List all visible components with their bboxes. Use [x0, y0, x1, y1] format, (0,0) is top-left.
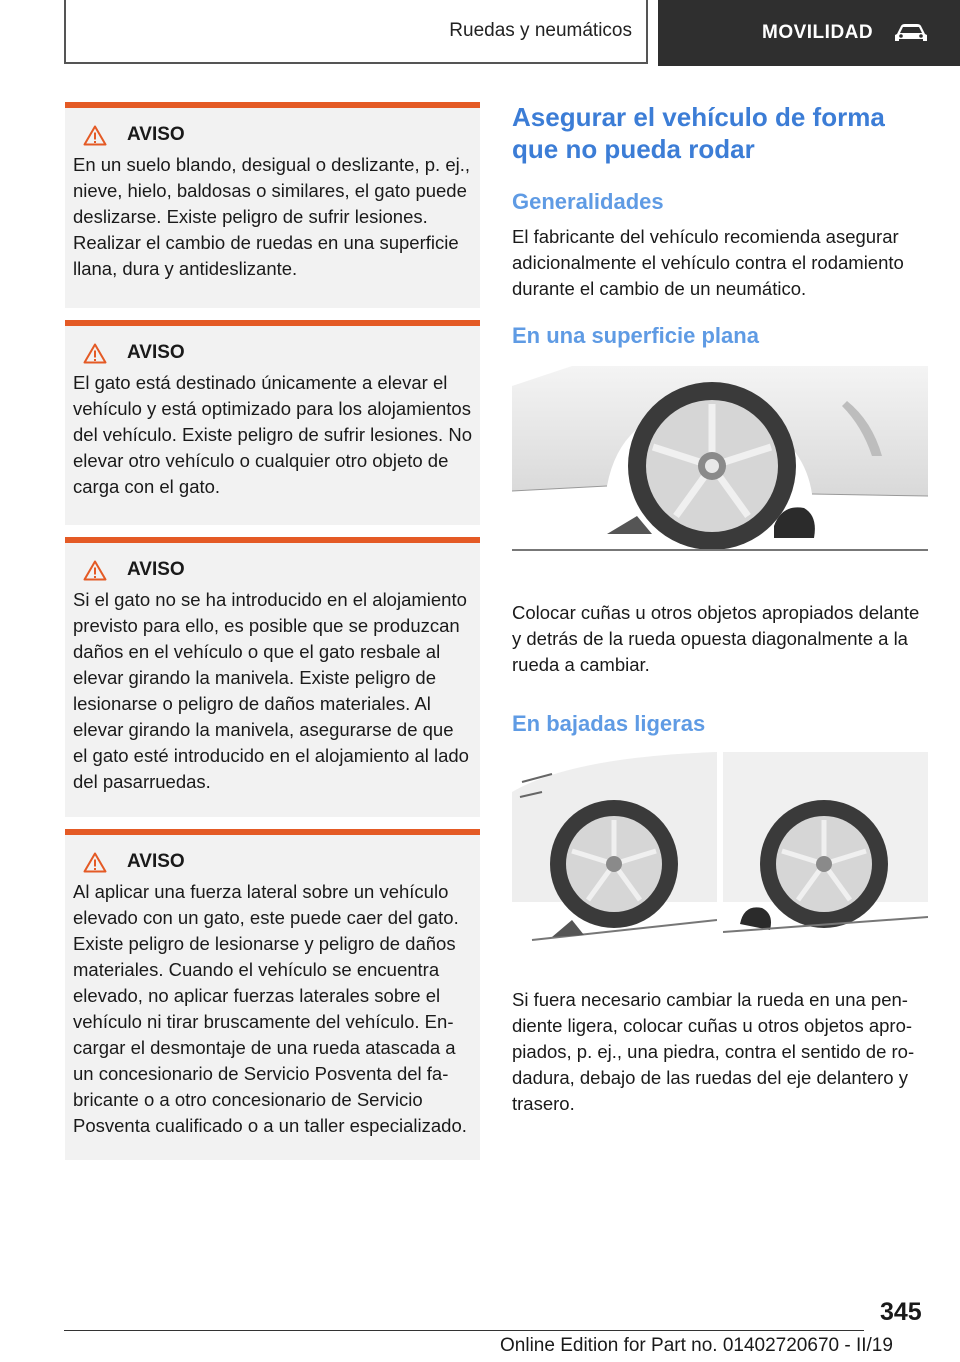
warning-text: Si el gato no se ha introducido en el alojamiento previsto para ello, es posible que se produzcan daños en el vehículo o que el gato resbale al elevar girando la manivela. Existe peligro de lesionarse o peligro de daños materiales. Al elevar girando la manivela, asegurarse de que el gato esté introducido en el alojamiento al lado del pasarruedas. [73, 589, 469, 792]
header-section-label: Ruedas y neumáticos [449, 20, 632, 41]
slope-paragraph: Si fuera necesario cambiar la rueda en una pendiente ligera, colocar cuñas u otros objetos apropiados, p. ej., una piedra, contra el sentido de rodadura, debajo de las ruedas del eje delantero y trasero. [512, 989, 915, 1114]
general-paragraph: El fabricante del vehículo recomienda asegurar adicionalmente el vehículo contra el rodamiento durante el cambio de un neumático. [512, 226, 904, 299]
warning-title: AVISO [127, 342, 185, 363]
page-number: 345 [880, 1298, 922, 1326]
section-heading-slope: En bajadas ligeras [512, 711, 706, 736]
warning-box [65, 537, 480, 817]
footer-edition: Online Edition for Part no. 01402720670 - II/19 [500, 1335, 893, 1356]
section-heading-flat: En una superficie plana [512, 323, 759, 348]
warning-triangle-icon [83, 343, 107, 364]
warning-triangle-icon [83, 852, 107, 873]
warning-triangle-icon [83, 125, 107, 146]
warning-triangle-icon [83, 560, 107, 581]
wheel-chocks-slope-illustration [512, 752, 928, 948]
warning-title: AVISO [127, 851, 185, 872]
warning-box [65, 829, 480, 1160]
header-section-tab [64, 0, 648, 64]
warning-text: Al aplicar una fuerza lateral sobre un vehículo elevado con un gato, este puede caer del gato. Existe peligro de lesionarse y peligro de daños materiales. Cuando el vehículo se encuentra elevado, no aplicar fuerzas laterales sobre el vehículo ni tirar bruscamente del vehículo. Encargar el desmontaje de una rueda atascada a un concesionario de Servicio Posventa del fabricante o a otro concesionario de Servicio Posventa cualificado o a un taller especializado. [73, 881, 467, 1136]
warning-text: El gato está destinado únicamente a elevar el vehículo y está optimizado para los alojamientos del vehículo. Existe peligro de sufrir lesiones. No elevar otro vehículo o cualquier otro objeto de carga con el gato. [73, 372, 472, 497]
wheel-chocks-flat-illustration [512, 366, 928, 552]
header-chapter-label: MOVILIDAD [762, 22, 874, 43]
warning-title: AVISO [127, 559, 185, 580]
footer-divider [64, 1330, 864, 1331]
flat-paragraph: Colocar cuñas u otros objetos apropiados delante y detrás de la rueda opuesta diagonalmente a la rueda a cambiar. [512, 602, 920, 675]
warning-title: AVISO [127, 124, 185, 145]
section-heading-general: Generalidades [512, 189, 664, 214]
warning-box [65, 102, 480, 308]
page-title: Asegurar el vehículo de forma que no pueda rodar [512, 102, 885, 164]
warning-text: En un suelo blando, desigual o deslizante, p. ej., nieve, hielo, baldosas o similares, el gato puede deslizarse. Existe peligro de sufrir lesiones. Realizar el cambio de ruedas en una superficie llana, dura y antideslizante. [73, 154, 471, 279]
header-chapter-tab [658, 0, 960, 66]
car-icon [893, 22, 929, 44]
warning-box [65, 320, 480, 525]
